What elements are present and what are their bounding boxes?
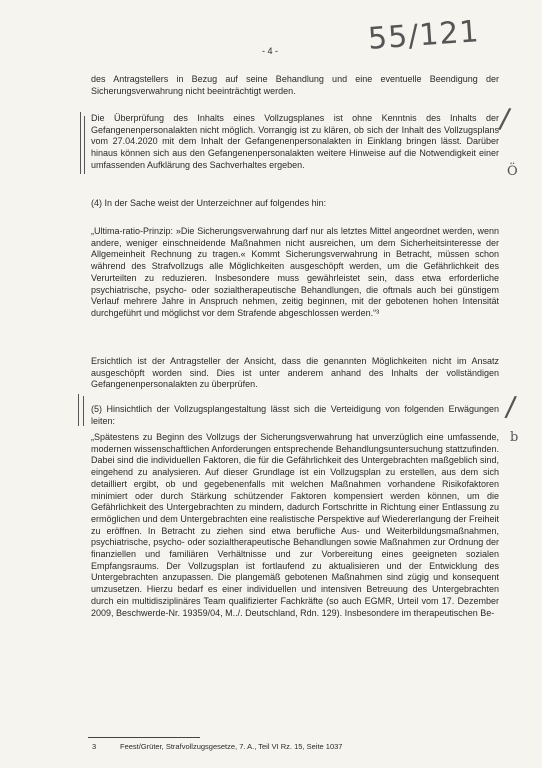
margin-bracket-left-2 [78, 394, 79, 426]
footnote-number: 3 [92, 742, 97, 751]
margin-bracket-left [80, 112, 81, 174]
handwritten-margin-mark-2: / [503, 389, 518, 424]
paragraph-review: Die Überprüfung des Inhalts eines Vollzugsplanes ist ohne Kenntnis des Inhalts der Gefangenenpersonalakten nicht möglich. Vorrangig ist zu klären, ob sich der Inhalt des Vollzugsplans vom 27.04.2020 mit dem Inhalt der Gefangenenpersonalakten in Einklang bringen lässt. Darüber hinaus können sich aus den Gefangenenpersonalakten weitere Hinweise auf die Notwendigkeit einer umfassenden Aufklärung des Sachverhaltes ergeben. [91, 113, 499, 170]
handwritten-margin-mark: / [497, 101, 513, 136]
paragraph-section-4: (4) In der Sache weist der Unterzeichner auf folgendes hin: [91, 198, 327, 208]
paragraph-section-5: (5) Hinsichtlich der Vollzugsplangestaltung lässt sich die Verteidigung von folgenden Erwägungen leiten: [91, 404, 499, 426]
handwritten-folio-number: 55/121 [366, 14, 481, 57]
margin-bracket-left-inner [84, 116, 85, 174]
footnote [92, 742, 342, 751]
handwritten-margin-note: Ö [507, 164, 518, 179]
quote-vollzugsplan: „Spätestens zu Beginn des Vollzugs der Sicherungsverwahrung hat unverzüglich eine umfassende, modernen wissenschaftlichen Anforderungen entsprechende Behandlungsuntersuchung stattzufinden. Dabei sind die individuellen Faktoren, die für die Gefährlichkeit des Untergebrachten maßgeblich sind, eingehend zu analysieren. Auf dieser Grundlage ist ein Vollzugsplan zu erstellen, aus dem sich detailliert ergibt, ob und gegebenenfalls mit welchen Maßnahmen vorhandene Risikofaktoren minimiert oder durch Stärkung schützender Faktoren kompensiert werden können, um die Gefährlichkeit des Untergebrachten zu mindern, dadurch Fortschritte in Richtung einer Entlassung zu ermöglichen und dem Untergebrachten eine realistische Perspektive auf Wiedererlangung der Freiheit zu eröffnen. In Betracht zu ziehen sind etwa berufliche Aus- und Weiterbildungsmaßnahmen, psychiatrische, psycho- oder sozialtherapeutische Behandlungen sowie Maßnahmen zur Ordnung der finanziellen und familiären Verhältnisse und zur Vorbereitung eines geeigneten sozialen Empfangsraums. Der Vollzugsplan ist fortlaufend zu aktualisieren und der Entwicklung des Untergebrachten anzupassen. Die plangemäß gebotenen Maßnahmen sind zügig und konsequent umzusetzen. Hierzu bedarf es einer individuellen und intensiven Betreuung des Untergebrachten durch ein multidisziplinäres Team qualifizierter Fachkräfte (so auch EGMR, Urteil vom 17. Dezember 2009, Beschwerde-Nr. 19359/04, M../. Deutschland, Rdn. 129). Insbesondere im therapeutischen Be- [91, 432, 499, 618]
page-number: - 4 - [262, 46, 279, 56]
paragraph-continuation: des Antragstellers in Bezug auf seine Behandlung und eine eventuelle Beendigung der Sicherungsverwahrung nicht beeinträchtigt werden. [91, 74, 499, 96]
handwritten-margin-note-2: b [510, 430, 519, 445]
quote-ultima-ratio: „Ultima-ratio-Prinzip: »Die Sicherungsverwahrung darf nur als letztes Mittel angeordnet werden, wenn andere, weniger einschneidende Maßnahmen nicht ausreichen, um dem Sicherheitsinteresse der Allgemeinheit Rechnung zu tragen.« Kommt Sicherungsverwahrung in Betracht, müssen schon während des Strafvollzugs alle Möglichkeiten ausgeschöpft werden, um die Gefährlichkeit des Verurteilten zu reduzieren. Insbesondere muss gewährleistet sein, dass etwa erforderliche psychiatrische, psycho- oder sozialtherapeutische Behandlungen, die oftmals auch bei günstigem Verlauf mehrere Jahre in Anspruch nehmen, zeitig beginnen, mit der gebotenen hohen Intensität durchgeführt und möglichst vor dem Strafende abgeschlossen werden.“³ [91, 226, 499, 318]
footnote-divider [88, 737, 200, 738]
footnote-text: Feest/Grüter, Strafvollzugsgesetze, 7. A., Teil VI Rz. 15, Seite 1037 [120, 742, 343, 751]
margin-bracket-left-2-inner [83, 396, 84, 426]
paragraph-applicant-view: Ersichtlich ist der Antragsteller der Ansicht, dass die genannten Möglichkeiten nicht im Ansatz ausgeschöpft worden sind. Dies ist unter anderem anhand des Inhalts der vollständigen Gefangenenpersonalakten zu überprüfen. [91, 356, 499, 390]
